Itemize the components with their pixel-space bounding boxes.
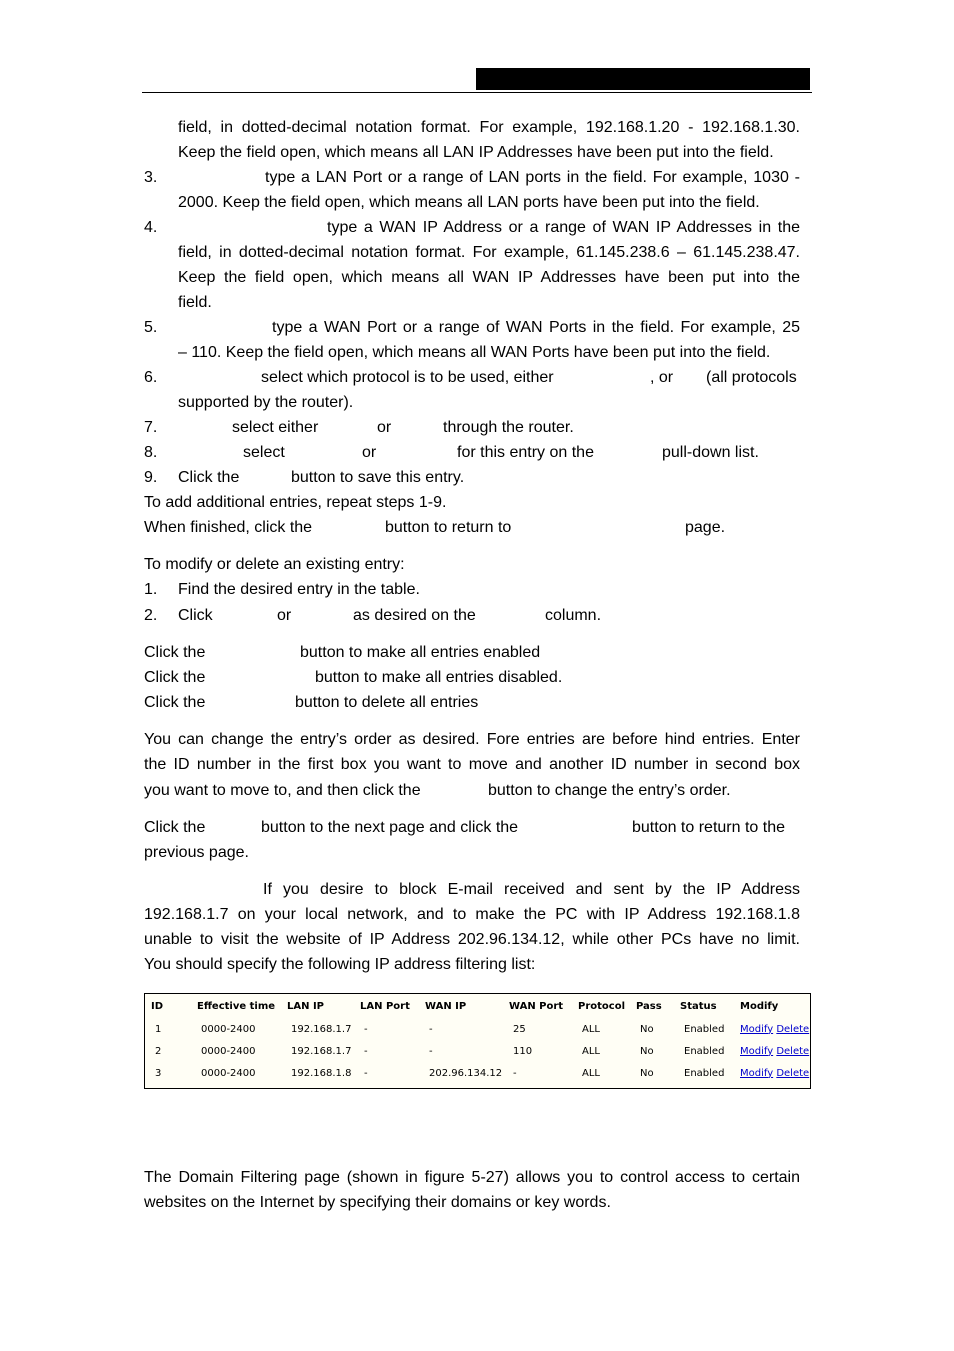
text-line: Find the desired entry in the table. bbox=[178, 581, 420, 598]
text-line: field, in dotted-decimal notation format. For example, 192.168.1.20 - 192.168.1.30. bbox=[178, 119, 800, 136]
cell-id: 2 bbox=[155, 1045, 162, 1057]
cell-time: 0000-2400 bbox=[201, 1045, 256, 1057]
list-number: 3. bbox=[144, 169, 158, 186]
text-line: column. bbox=[545, 607, 602, 624]
text-line: button to save this entry. bbox=[291, 469, 465, 486]
text-line: unable to visit the website of IP Address 202.96.134.12, while other PCs have no limit. bbox=[144, 931, 800, 948]
text-line: you want to move to, and then click the bbox=[144, 782, 421, 799]
col-header: ID bbox=[151, 1000, 164, 1012]
text-line: type a WAN IP Address or a range of WAN IP Addresses in the bbox=[327, 219, 800, 236]
modify-link[interactable]: Modify bbox=[740, 1023, 774, 1035]
cell-status: Enabled bbox=[684, 1023, 725, 1035]
col-header: LAN Port bbox=[360, 1000, 410, 1012]
text-line: If you desire to block E-mail received and sent by the IP Address bbox=[263, 881, 800, 898]
text-line: websites on the Internet by specifying their domains or key words. bbox=[144, 1194, 611, 1211]
cell-wan-ip: 202.96.134.12 bbox=[429, 1067, 503, 1079]
col-header: LAN IP bbox=[287, 1000, 325, 1012]
cell-pass: No bbox=[640, 1023, 654, 1035]
list-number: 2. bbox=[144, 607, 158, 624]
cell-status: Enabled bbox=[684, 1067, 725, 1079]
cell-lan-ip: 192.168.1.7 bbox=[291, 1045, 352, 1057]
cell-time: 0000-2400 bbox=[201, 1023, 256, 1035]
cell-wan-port: - bbox=[513, 1067, 517, 1079]
text-line: Keep the field open, which means all WAN IP Addresses have been put into the bbox=[178, 269, 800, 286]
text-line: or bbox=[362, 444, 377, 461]
text-line: for this entry on the bbox=[457, 444, 594, 461]
cell-modify bbox=[734, 1062, 810, 1084]
text-line: type a LAN Port or a range of LAN ports in the field. For example, 1030 - bbox=[265, 169, 800, 186]
list-number: 1. bbox=[144, 581, 158, 598]
list-number: 4. bbox=[144, 219, 158, 236]
header-rule bbox=[142, 92, 812, 93]
cell-pass: No bbox=[640, 1045, 654, 1057]
text-line: 2000. Keep the field open, which means all LAN ports have been put into the field. bbox=[178, 194, 760, 211]
cell-protocol: ALL bbox=[582, 1067, 600, 1079]
text-line: button to the next page and click the bbox=[261, 819, 519, 836]
col-header: WAN IP bbox=[425, 1000, 467, 1012]
text-line: button to delete all entries bbox=[295, 694, 479, 711]
list-number: 8. bbox=[144, 444, 158, 461]
text-line: , or bbox=[650, 369, 674, 386]
col-header: Protocol bbox=[578, 1000, 626, 1012]
cell-pass: No bbox=[640, 1067, 654, 1079]
col-header: Effective time bbox=[197, 1000, 276, 1012]
delete-link[interactable]: Delete bbox=[776, 1023, 810, 1035]
cell-lan-port: - bbox=[364, 1023, 368, 1035]
text-line: button to make all entries enabled bbox=[300, 644, 541, 661]
text-line: Click the bbox=[178, 469, 240, 486]
cell-modify bbox=[734, 1040, 810, 1062]
delete-link[interactable]: Delete bbox=[776, 1067, 810, 1079]
text-line: You can change the entry’s order as desired. Fore entries are before hind entries. Enter bbox=[144, 731, 800, 748]
cell-modify bbox=[734, 1018, 810, 1040]
col-header: WAN Port bbox=[509, 1000, 564, 1012]
cell-wan-ip: - bbox=[429, 1045, 433, 1057]
text-line: button to make all entries disabled. bbox=[315, 669, 563, 686]
text-line: the ID number in the first box you want to move and another ID number in second box bbox=[144, 756, 800, 773]
text-line: Click bbox=[178, 607, 213, 624]
table-row bbox=[145, 1040, 810, 1062]
text-line: You should specify the following IP address filtering list: bbox=[144, 956, 536, 973]
list-number: 5. bbox=[144, 319, 158, 336]
text-line: type a WAN Port or a range of WAN Ports in the field. For example, 25 bbox=[272, 319, 800, 336]
modify-link[interactable]: Modify bbox=[740, 1045, 774, 1057]
text-line: pull-down list. bbox=[662, 444, 759, 461]
text-line: 192.168.1.7 on your local network, and to make the PC with IP Address 192.168.1.8 bbox=[144, 906, 800, 923]
text-line: button to return to the bbox=[632, 819, 785, 836]
cell-wan-ip: - bbox=[429, 1023, 433, 1035]
text-line: page. bbox=[685, 519, 726, 536]
text-line: field. bbox=[178, 294, 212, 311]
text-line: To add additional entries, repeat steps 1-9. bbox=[144, 494, 447, 511]
text-line: or bbox=[377, 419, 392, 436]
text-line: To modify or delete an existing entry: bbox=[144, 556, 405, 573]
text-line: (all protocols bbox=[706, 369, 797, 386]
cell-lan-port: - bbox=[364, 1067, 368, 1079]
col-header: Status bbox=[680, 1000, 717, 1012]
cell-time: 0000-2400 bbox=[201, 1067, 256, 1079]
table-row bbox=[145, 1062, 810, 1084]
text-line: as desired on the bbox=[353, 607, 476, 624]
text-line: or bbox=[277, 607, 292, 624]
cell-wan-port: 110 bbox=[513, 1045, 533, 1057]
list-number: 7. bbox=[144, 419, 158, 436]
cell-lan-ip: 192.168.1.8 bbox=[291, 1067, 352, 1079]
text-line: When finished, click the bbox=[144, 519, 313, 536]
table-row bbox=[145, 1018, 810, 1040]
list-number: 6. bbox=[144, 369, 158, 386]
text-line: Click the bbox=[144, 694, 206, 711]
text-line: Keep the field open, which means all LAN IP Addresses have been put into the field. bbox=[178, 144, 774, 161]
text-line: supported by the router). bbox=[178, 394, 354, 411]
text-line: Click the bbox=[144, 669, 206, 686]
text-line: button to return to bbox=[385, 519, 512, 536]
text-line: previous page. bbox=[144, 844, 249, 861]
text-line: through the router. bbox=[443, 419, 574, 436]
modify-link[interactable]: Modify bbox=[740, 1067, 774, 1079]
cell-lan-port: - bbox=[364, 1045, 368, 1057]
text-line: – 110. Keep the field open, which means all WAN Ports have been put into the field. bbox=[178, 344, 771, 361]
text-line: field, in dotted-decimal notation format. For example, 61.145.238.6 – 61.145.238.47. bbox=[178, 244, 800, 261]
text-line: The Domain Filtering page (shown in figure 5-27) allows you to control access to certain bbox=[144, 1169, 800, 1186]
text-line: select which protocol is to be used, either bbox=[261, 369, 554, 386]
cell-wan-port: 25 bbox=[513, 1023, 526, 1035]
table-header-row bbox=[145, 994, 810, 1018]
delete-link[interactable]: Delete bbox=[776, 1045, 810, 1057]
list-number: 9. bbox=[144, 469, 158, 486]
cell-protocol: ALL bbox=[582, 1023, 600, 1035]
cell-id: 3 bbox=[155, 1067, 162, 1079]
cell-status: Enabled bbox=[684, 1045, 725, 1057]
cell-id: 1 bbox=[155, 1023, 162, 1035]
col-header: Modify bbox=[740, 1000, 779, 1012]
text-line: button to change the entry’s order. bbox=[488, 782, 731, 799]
text-line: Click the bbox=[144, 644, 206, 661]
col-header: Pass bbox=[636, 1000, 662, 1012]
ip-filter-table bbox=[144, 993, 811, 1089]
cell-protocol: ALL bbox=[582, 1045, 600, 1057]
text-line: select bbox=[243, 444, 285, 461]
text-line: select either bbox=[232, 419, 319, 436]
text-line: Click the bbox=[144, 819, 206, 836]
cell-lan-ip: 192.168.1.7 bbox=[291, 1023, 352, 1035]
header-bar bbox=[476, 68, 810, 90]
